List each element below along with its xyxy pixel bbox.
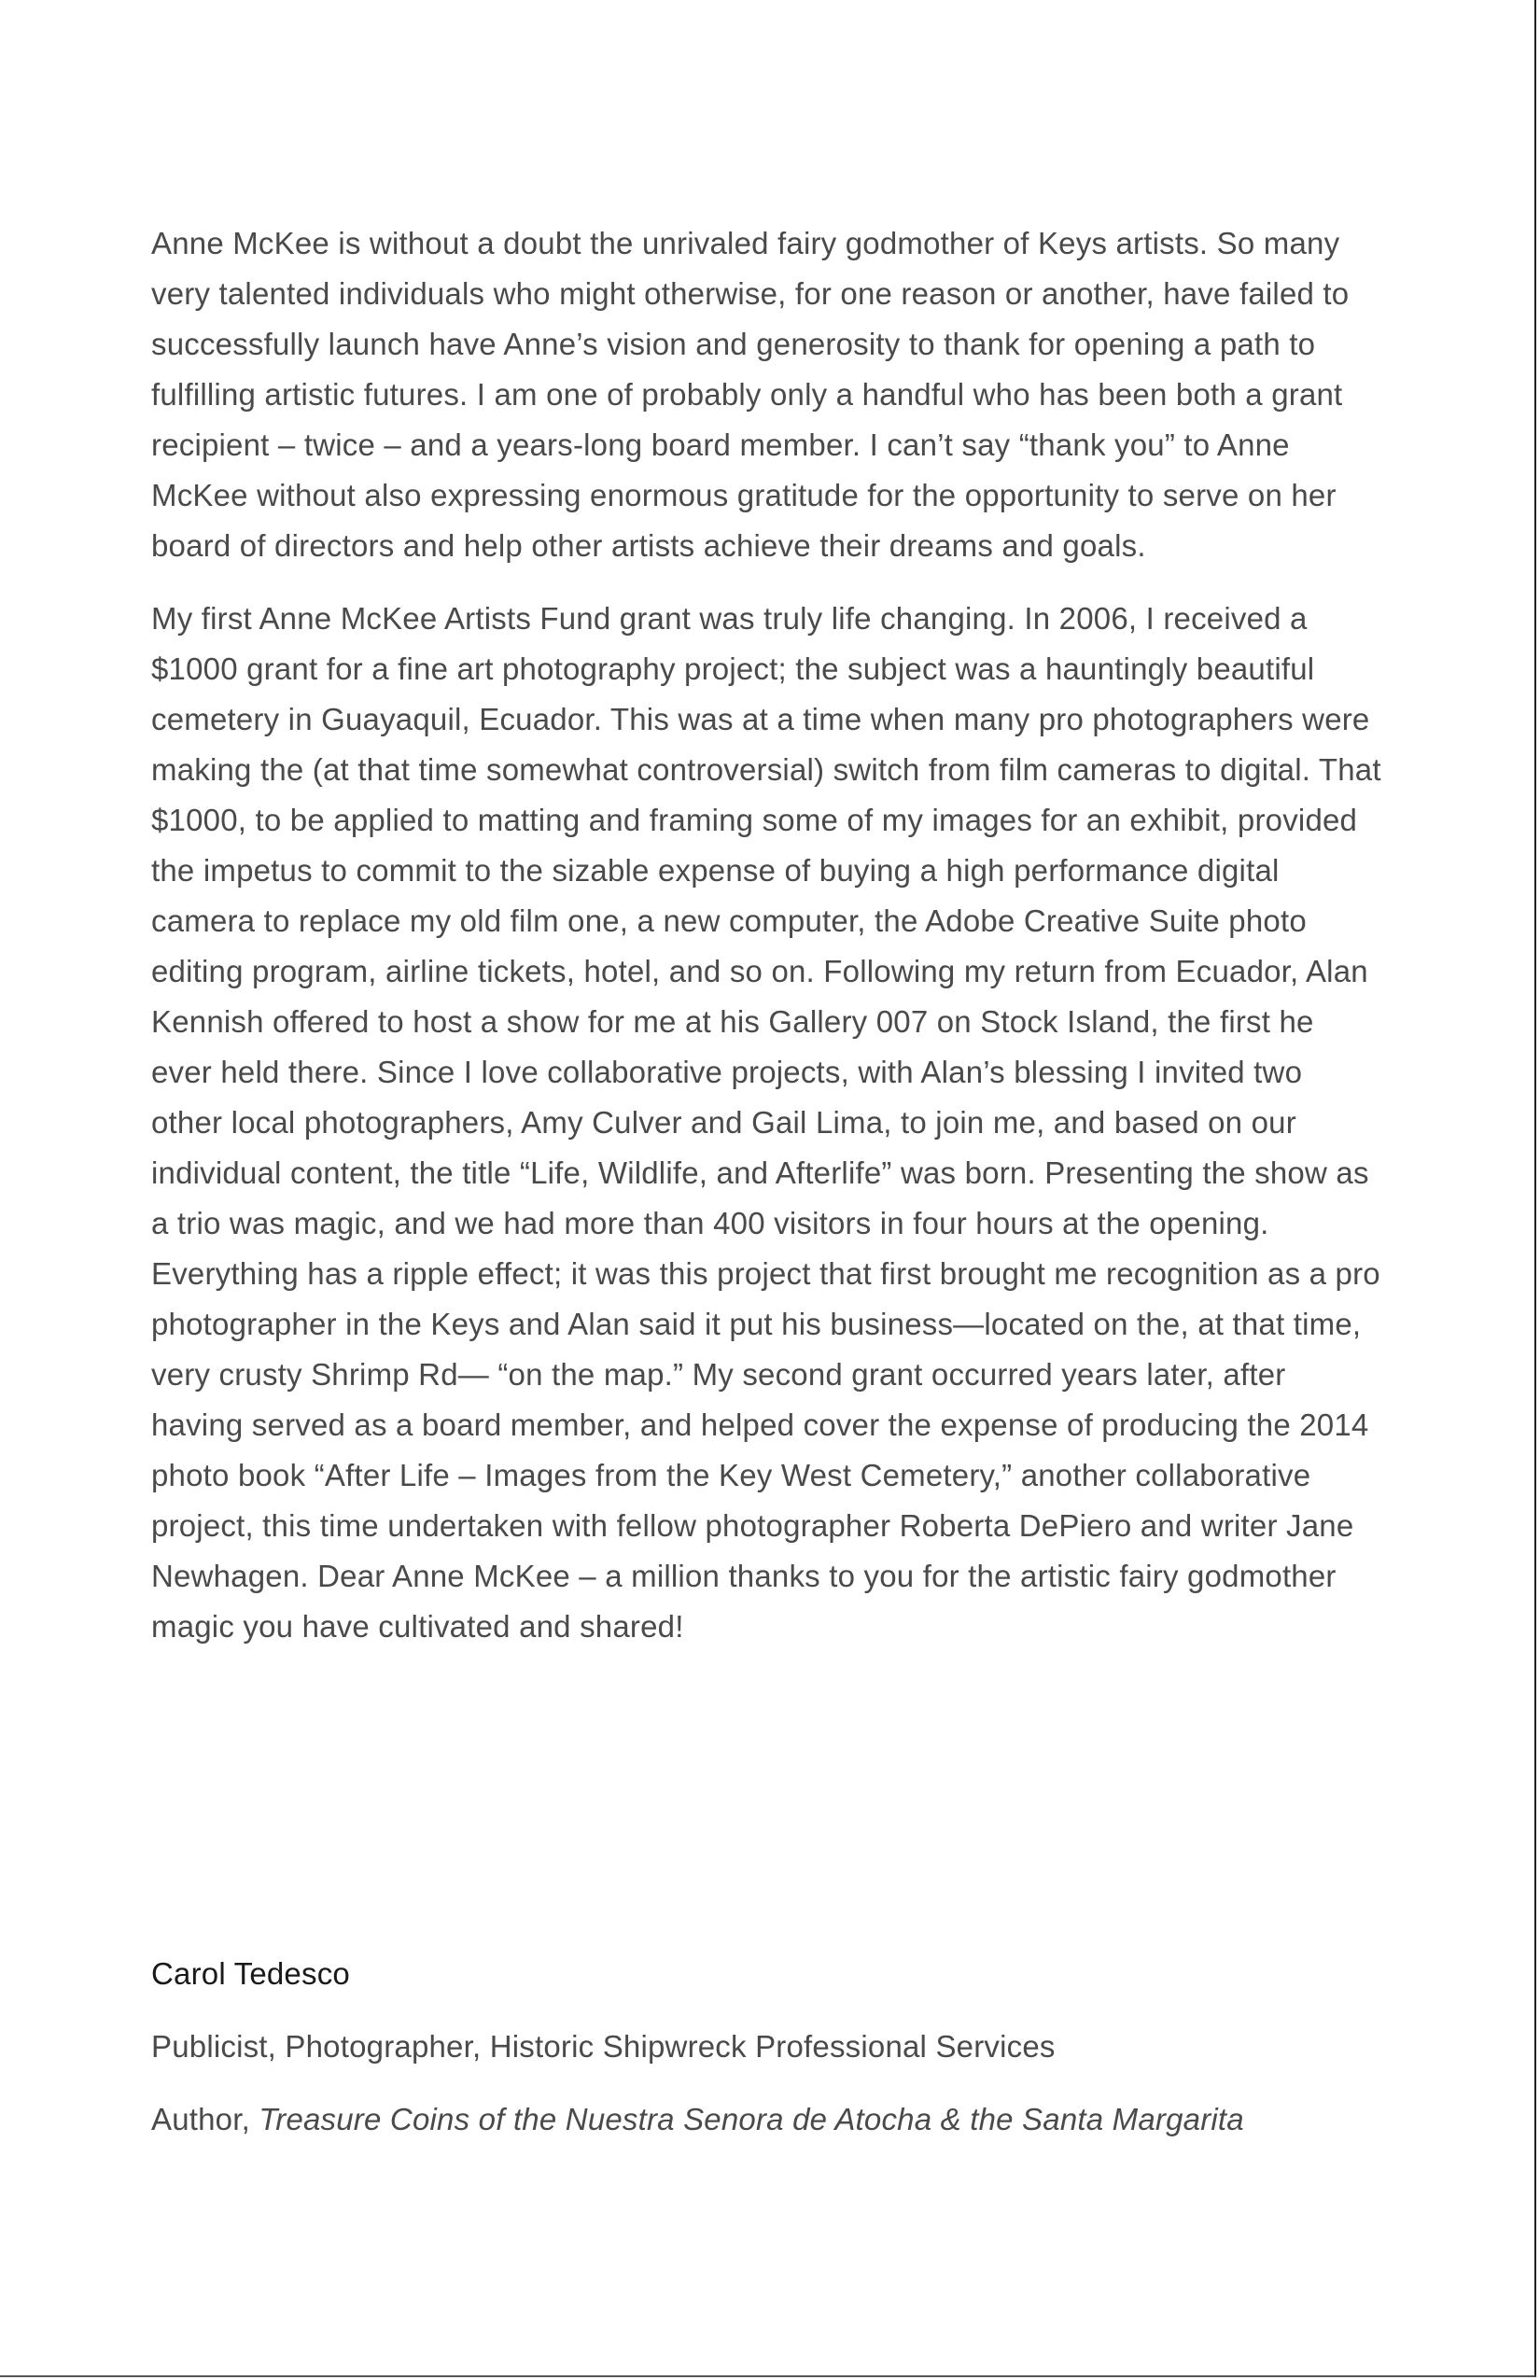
paragraph-intro: Anne McKee is without a doubt the unrivaled fairy godmother of Keys artists. So many very talented individuals who might otherwise, for one reason or another, have failed to successfully launch have Anne’s vision and generosity to thank for opening a path to fulfilling artistic futures. I am one of probably only a handful who has been both a grant recipient – twice – and a years-long board member. I can’t say “thank you” to Anne McKee without also expressing enormous gratitude for the opportunity to serve on her board of directors and help other artists achieve their dreams and goals. bbox=[151, 226, 1350, 563]
author-title: Publicist, Photographer, Historic Shipwreck Professional Services bbox=[151, 2029, 1056, 2064]
letter-body bbox=[151, 218, 1381, 1674]
paragraph-grant-story: My first Anne McKee Artists Fund grant was truly life changing. In 2006, I received a $1000 grant for a fine art photography project; the subject was a hauntingly beautiful cemetery in Guayaquil, Ecuador. This was at a time when many pro photographers were making the (at that time somewhat controversial) switch from film cameras to digital. That $1000, to be applied to matting and framing some of my images for an exhibit, provided the impetus to commit to the sizable expense of buying a high performance digital camera to replace my old film one, a new computer, the Adobe Creative Suite photo editing program, airline tickets, hotel, and so on. Following my return from Ecuador, Alan Kennish offered to host a show for me at his Gallery 007 on Stock Island, the first he ever held there. Since I love collaborative projects, with Alan’s blessing I invited two other local photographers, Amy Culver and Gail Lima, to join me, and based on our individual content, the title “Life, Wildlife, and Afterlife” was born. Presenting the show as a trio was magic, and we had more than 400 visitors in four hours at the opening. Everything has a ripple effect; it was this project that first brought me recognition as a pro photographer in the Keys and Alan said it put his business—located on the, at that time, very crusty Shrimp Rd— “on the map.” My second grant occurred years later, after having served as a board member, and helped cover the expense of producing the 2014 photo book “After Life – Images from the Key West Cemetery,” another collaborative project, this time undertaken with fellow photographer Roberta DePiero and writer Jane Newhagen. Dear Anne McKee – a million thanks to you for the artistic fairy godmother magic you have cultivated and shared! bbox=[151, 601, 1381, 1644]
signature-block bbox=[151, 1949, 1381, 2167]
author-name: Carol Tedesco bbox=[151, 1956, 350, 1991]
author-credit bbox=[151, 2094, 1381, 2145]
book-title: Treasure Coins of the Nuestra Senora de Atocha & the Santa Margarita bbox=[259, 2102, 1244, 2136]
author-prefix: Author, bbox=[151, 2102, 259, 2136]
